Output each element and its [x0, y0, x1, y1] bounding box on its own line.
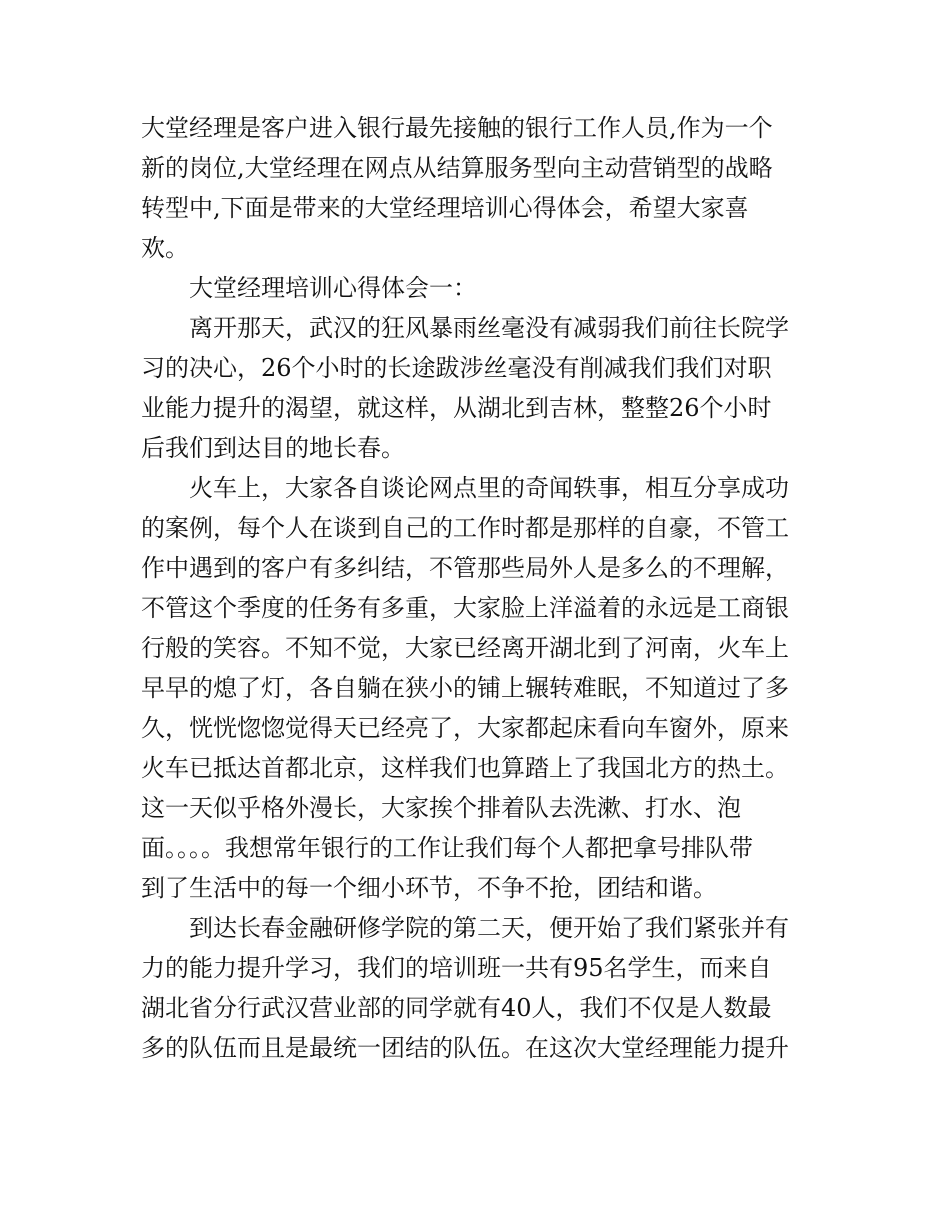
text-line: 后我们到达目的地长春。	[141, 434, 405, 462]
text-line: 新的岗位,大堂经理在网点从结算服务型向主动营销型的战略	[141, 154, 773, 182]
text-line: 的案例，每个人在谈到自己的工作时都是那样的自豪，不管工	[141, 514, 789, 542]
section-heading	[141, 268, 821, 308]
text-line: 早早的熄了灯，各自躺在狭小的铺上辗转难眠，不知道过了多	[141, 674, 789, 702]
text-line: 火车已抵达首都北京，这样我们也算踏上了我国北方的热土。	[141, 754, 789, 782]
paragraph-train	[141, 468, 821, 908]
text-line: 湖北省分行武汉营业部的同学就有40人，我们不仅是人数最	[141, 994, 772, 1022]
text-line: 习的决心，26个小时的长途跋涉丝毫没有削减我们我们对职	[141, 354, 772, 382]
text-line: 业能力提升的渴望，就这样，从湖北到吉林，整整26个小时	[141, 394, 772, 422]
text-line: 到了生活中的每一个细小环节，不争不抢，团结和谐。	[141, 874, 717, 902]
text-line: 到达长春金融研修学院的第二天，便开始了我们紧张并有	[189, 914, 789, 942]
paragraph-training	[141, 908, 821, 1068]
text-line: 面。。。。我想常年银行的工作让我们每个人都把拿号排队带	[141, 834, 753, 862]
text-line: 力的能力提升学习，我们的培训班一共有95名学生，而来自	[141, 954, 772, 982]
paragraph-departure	[141, 308, 821, 468]
document-body	[141, 108, 821, 1068]
text-line: 不管这个季度的任务有多重，大家脸上洋溢着的永远是工商银	[141, 594, 789, 622]
text-line: 转型中,下面是带来的大堂经理培训心得体会，希望大家喜	[141, 194, 749, 222]
text-line: 离开那天，武汉的狂风暴雨丝毫没有减弱我们前往长院学	[189, 314, 789, 342]
text-line: 大堂经理是客户进入银行最先接触的银行工作人员,作为一个	[141, 114, 773, 142]
text-line: 火车上，大家各自谈论网点里的奇闻轶事，相互分享成功	[189, 474, 789, 502]
section-heading-text: 大堂经理培训心得体会一：	[189, 274, 477, 302]
text-line: 这一天似乎格外漫长，大家挨个排着队去洗漱、打水、泡	[141, 794, 741, 822]
text-line: 久，恍恍惚惚觉得天已经亮了，大家都起床看向车窗外，原来	[141, 714, 789, 742]
text-line: 行般的笑容。不知不觉，大家已经离开湖北到了河南，火车上	[141, 634, 789, 662]
text-line: 作中遇到的客户有多纠结，不管那些局外人是多么的不理解，	[141, 554, 789, 582]
text-line: 多的队伍而且是最统一团结的队伍。在这次大堂经理能力提升	[141, 1034, 789, 1062]
text-line: 欢。	[141, 234, 189, 262]
intro-paragraph	[141, 108, 821, 268]
